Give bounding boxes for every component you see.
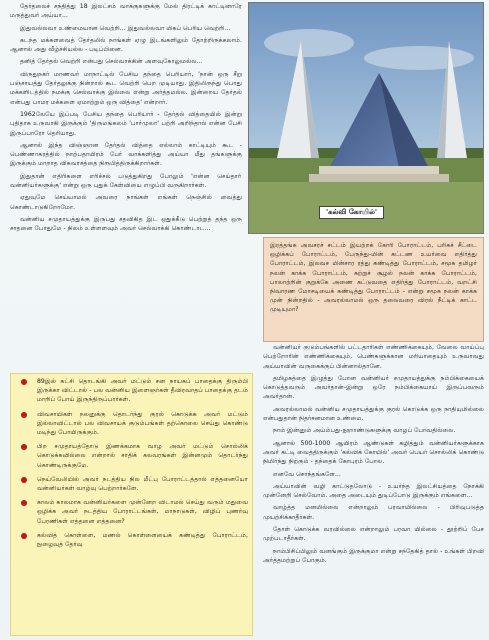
list-item	[15, 498, 248, 526]
paragraph: வாழ்த்த மனமில்லை என்றாலும் பரவாயில்லை - பிரிவுபடுத்த முயற்சிக்காதீர்கள்.	[263, 504, 484, 521]
list-item-text: 89இல் கட்சி தொடங்கி அவர் மட்டும் சன நாயகப் பாதைக்கு திரும்பி இருக்கா விட்டால் - பல வன்னிய இளைஞர்கள் தீவிரவாதப் பாதைக்கு தடம் மாறிப் போய் இருந்திருப்பார்கள்.	[37, 378, 248, 404]
paragraph: இதுதான் எதிரிகளை எரிச்சல் படுத்துகிறது போலும் 'என்ன செய்தாா் வன்னியர்களுக்கு' என்று ஒரு புதுக் கேள்வியை எழுப்பி வருகிறார்கள்.	[10, 172, 242, 190]
paragraph: தனித் தேர்தல் வெற்றி என்பது செல்வாக்கின் அளவுகோலுமல்ல...	[20, 58, 203, 66]
paragraph: தமிழகத்தை இழுத்து போன வன்னியர் சமுதாயத்துக்கு நம்பிக்கையைக் கொடுத்தவரும் அவர்தான்-இன்று ஒரே நம்பிக்கையாய் இருப்பவரும் அவர்தான்.	[263, 374, 484, 401]
right-column	[263, 343, 484, 568]
paragraph: ஆனால் இந்த விஞ்ஞான தேர்தல் வித்தை எல்லாம் காட்டியும் கூட - பெண்ணாகரத்தில் நாற்பதாயிரம் பேர் வாக்களித்து அய்யா மீது தங்களுக்கு இருக்கும் மாறாத விசுவாசத்தை நிரூபித்திருக்கிறார்கள்.	[10, 141, 242, 168]
list-item-text: கல்வித் கொள்ளை, மணல் கொள்ளையைக் கண்டித்து போராட்டம், நுழைவுத் தேர்வு	[37, 531, 248, 549]
paragraph: நாம்பிசிப்பிலும் வனங்கும் இருக்குமா என்று சந்தேகித் தால் - உங்கள் பிறவி அர்த்தமற்றுப் போகும்.	[263, 547, 484, 564]
monument-illustration	[249, 3, 484, 234]
list-item	[15, 475, 248, 493]
bullet-icon	[21, 412, 27, 418]
paragraph: நாம் இன்னும் அய்ம்பது-நூறாண்டுகளுக்கு வாழப் போவதில்லை.	[273, 427, 456, 435]
list-item	[15, 377, 248, 405]
paragraph: எனவே சொந்தங்களே...	[273, 470, 341, 478]
monument-photo	[248, 2, 484, 234]
paragraph: ஆனால் 500-1000 ஆயிரம் ஆண்டுகள் கழித்தும் வன்னியர்களுக்காக அவர் கட்டி வைத்திருக்கும் 'கல்விக் கோயில்' அவர் பெயர் சொல்லிக் கொண்டு நிமிர்ந்து நிற்கும் - தந்தைக் கோபுரம் போல.	[263, 439, 484, 466]
bullet-icon	[21, 477, 27, 483]
paragraph: தேர்தலைச் சந்தித்து 18 இலட்சம் வாக்குகளுக்கு மேல் திரட்டிக் காட்டினாரே மருத்துவர் அய்யா...	[10, 3, 242, 20]
paragraph: அய்யாவின் வழி காட்டுதலோடு - உயர்ந்த இலட்சியத்தை நோக்கி முன்னேறி செல்வோம். அதை அடையும் துடிப்போடு இருக்கும் எங்களை...	[263, 482, 484, 500]
list-item	[15, 410, 248, 438]
list-item	[15, 442, 248, 470]
bullet-icon	[21, 379, 27, 385]
paragraph: தோள் கொடுக்க வரவில்லை என்றாலும் பரவா யில்லை - தூற்றிப் பேச முற்படாதீர்கள்.	[263, 526, 484, 543]
paragraph: 1962லேயே இப்படி பேசிய தந்தை பெரியார் - தேர்தல் வித்தையில் இன்று புதிதாக உருவாகி இருக்கும் 'திருமங்கலம் 'பார்முலா' பற்றி அறிந்தால் என்ன பேசி இருப்பாரோ தெரியாது.	[10, 110, 242, 137]
paragraph: கடந்த மக்களவைத் தேர்தலில் நாங்கள் ஏழு இடங்களிலும் தோற்றிருக்கலாம். ஆனால் அது வீழ்ச்சியல்ல - படிப்பினை.	[10, 36, 242, 54]
list-item-text: காலம் காலமாக வன்னியர்களை முன்னேற விடாமல் செய்து வரும் மதுவை ஒழிக்க அவர் நடத்திய போராட்டங்கள், மாநாடுகள், விழிப் புணர்வு பேரணிகள் எத்தனை எத்தனை?	[37, 499, 248, 525]
highlight-box	[263, 237, 484, 342]
list-item-text: விவசாயிகள் நலனுக்கு தொடர்ந்து குரல் கொடுக்க அவர் மட்டும் இல்லாவிட்டால் பல விவசாயக் குடும்பங்கள் தற்கொலை செய்து கொண்டு மடிந்து போயிருக்கும்.	[37, 410, 248, 437]
paragraph: வன்னியர் குடும்பங்களில் பட்டதாரிகள் எண்ணிக்கையும், வேலை வாய்ப்பு பெற்றோரின் எண்ணிக்கையும், பெண்களுக்கான மரியாதையும் உருவாவது அய்யாவின் வருகைக்குப் பின்னால்தானே.	[263, 344, 484, 370]
bullet-icon	[21, 533, 27, 539]
paragraph: இதுவல்லவா உண்மையான வெற்றி... இதுவல்லவா மிகப் பெரிய வெற்றி...	[20, 24, 231, 32]
highlight-text: இரத்தங்க அவசரச் சட்டம் இயற்றக் கோரி போராட்டம், பரிசுச் சீட்டை ஒழிக்கப் போராட்டம், பேருந்து-மின் கட்டண உயர்வை எதிர்த்து போராட்டம், இலவச மின்சார ரத்து கண்டித்து போராட்டம், சமூக தமிழர் நலன் காக்க போராட்டம், சுற்றுச் சூழல் நலன் காக்க போராட்டம், பாலாற்றின் குறுக்கே அணை கட்டுவதை எதிர்த்து போராட்டம், வறட்சி நிவாரண மோசடியைக் கண்டித்து போராட்டம் - என்று சமூக நலன் காக்க முன் நின்றதில் - அவரல்லாமல் ஒரு தலைவரை விரல் நீட்டிக் காட்ட முடியுமா?	[270, 242, 477, 314]
paragraph: அவரல்லாமல் வன்னிய சமுதாயத்துக்கு குரல் கொடுக்க ஒரு நாதியுமில்லை என்பதுதான் நிதர்சனமான உண்மை.	[263, 405, 484, 423]
bullet-icon	[21, 500, 27, 506]
left-column	[10, 2, 242, 237]
paragraph: விருதுநகர் மாணவர் மாநாட்டில் பேசிய தந்தை பெரியார், 'நான் ஒரு சீறு பஞ்சாயத்து தேர்தலுக்கு நின்றால் கூட வெற்றி பெற முடியாது. இதிலிருந்து பொது மக்களிடத்தில் நமக்கு செல்வாக்கு இல்லை என்று அர்த்தமல்ல. இன்றைய தேர்தல் என்பது பாமர மக்களை ஏமாற்றும் ஒரு வித்தை' என்றார்.	[10, 70, 242, 106]
paragraph: வன்னிய சமுதாயத்துக்கு இருபது சதவிகித இட ஒதுக்கீடு பெற்றுத் தந்த ஒரு சாதனை போதுமே - நிலம் உள்ளளவும் அவர் செல்வாக்கி கொண்டாட...	[10, 215, 242, 233]
achievements-box	[10, 373, 253, 636]
list-item	[15, 531, 248, 549]
paragraph: ஏதுவுமே செய்யாமல் அவரை நாங்கள் எங்கள் நெஞ்சில் வைத்து கொண்டாடுகிறோமோ.	[10, 194, 242, 211]
list-item-text: நெய்வேலியில் அவர் நடத்திய நில மீட்பு போராட்டத்தால் எத்தனையோ வன்னியர்கள் வாழ்வு பெற்றார்களே.	[37, 475, 248, 493]
photo-caption: 'கல்வி கோயில்'	[319, 206, 384, 219]
list-item-text: பிற சமுதாயத்தோடு இணக்கமாக வாழ அவர் மட்டும் சொல்லிக் கொடுக்கவில்லை என்றால் சாதிக் கலவரங்கள் இன்னமும் தொடர்ந்து கொண்டிருக்குமே.	[37, 443, 248, 469]
bullet-icon	[21, 444, 27, 450]
